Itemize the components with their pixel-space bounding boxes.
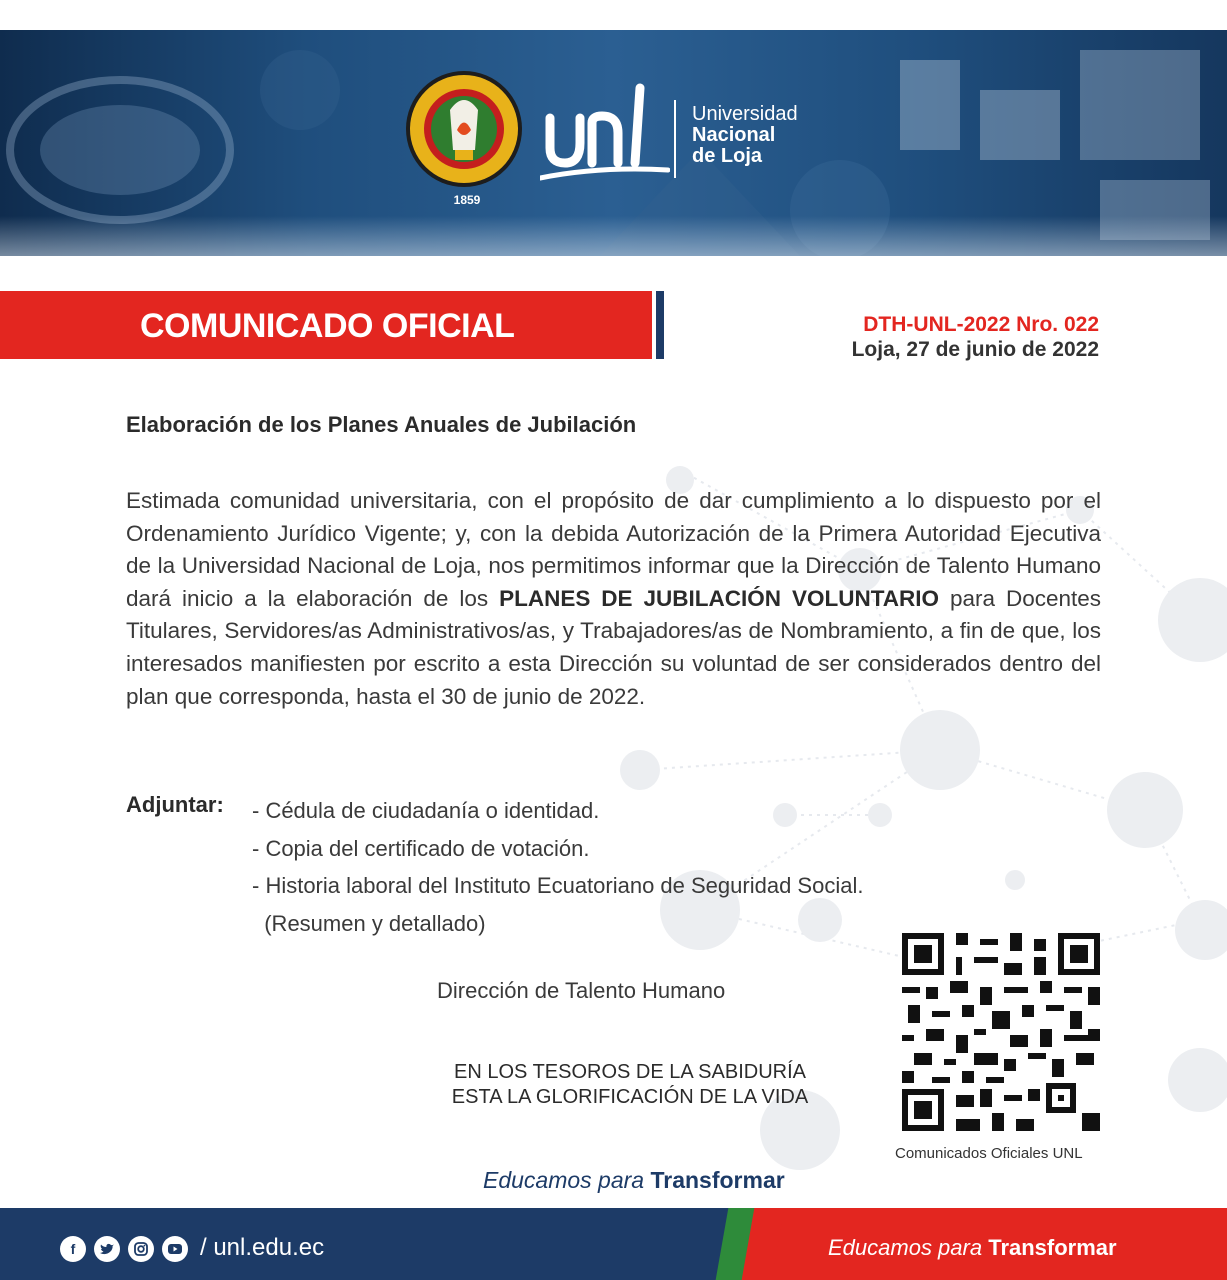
motto-line2: ESTA LA GLORIFICACIÓN DE LA VIDA [451, 1086, 809, 1108]
website-link[interactable]: / unl.edu.ec [200, 1234, 325, 1261]
social-links [60, 1236, 188, 1262]
document-title: COMUNICADO OFICIAL [140, 307, 515, 345]
attachments-list [252, 792, 863, 942]
logo-divider [674, 100, 676, 178]
university-name-line1: Universidad [692, 103, 798, 125]
attachments-label: Adjuntar: [126, 792, 224, 817]
university-seal-icon [405, 70, 523, 188]
university-name-line2: Nacional [692, 124, 776, 146]
footer-slogan [828, 1235, 1117, 1261]
slogan [483, 1167, 785, 1194]
university-name [692, 104, 798, 167]
title-accent-bar [656, 291, 664, 359]
attachment-item: - Historia laboral del Instituto Ecuatoriano de Seguridad Social. [252, 873, 864, 898]
top-margin [0, 0, 1227, 30]
document-date: Loja, 27 de junio de 2022 [851, 338, 1099, 361]
motto-line1: EN LOS TESOROS DE LA SABIDURÍA [454, 1061, 806, 1083]
qr-caption: Comunicados Oficiales UNL [895, 1145, 1083, 1162]
slogan-italic: Educamos para [483, 1167, 645, 1193]
attachment-item: (Resumen y detallado) [252, 910, 486, 936]
facebook-icon[interactable]: f [60, 1236, 86, 1262]
footer-slogan-italic: Educamos para [828, 1235, 983, 1260]
body-paragraph [126, 485, 1101, 713]
twitter-icon[interactable] [94, 1236, 120, 1262]
university-motto [420, 1060, 840, 1110]
slogan-bold: Transformar [650, 1167, 785, 1193]
university-name-line3: de Loja [692, 145, 763, 167]
qr-code-icon[interactable] [902, 933, 1100, 1131]
seal-year: 1859 [453, 193, 481, 207]
body-text-bold: PLANES DE JUBILACIÓN VOLUNTARIO [499, 585, 940, 611]
youtube-icon[interactable] [162, 1236, 188, 1262]
unl-logo-icon [540, 78, 670, 186]
instagram-icon[interactable] [128, 1236, 154, 1262]
subject-heading: Elaboración de los Planes Anuales de Jubilación [126, 412, 637, 437]
body-text-part1: Estimada comunidad universitaria, con el propósito de dar cumplimiento a lo dispuesto por el Ordenamiento Jurídico Vigente; y, con la debida Autorización de la Primera Autoridad Ejecutiva de la Universidad Nacional de Loja, nos permitimos informar que la Dirección de Talento Humano dará inicio a la elaboración de los [126, 488, 1101, 611]
department-signature: Dirección de Talento Humano [437, 978, 726, 1003]
body-text-part2: para Docentes Titulares, Servidores/as Administrativos/as, y Trabajadores/as de Nombramiento, a fin de que, los interesados manifiesten por escrito a esta Dirección su voluntad de ser considerados dentro del plan que corresponda, hasta el 30 de junio de 2022. [126, 585, 1101, 709]
document-number: DTH-UNL-2022 Nro. 022 [863, 313, 1099, 336]
footer-slogan-bold: Transformar [988, 1235, 1117, 1260]
attachment-item: - Copia del certificado de votación. [252, 835, 590, 861]
attachment-item: - Cédula de ciudadanía o identidad. [252, 798, 600, 823]
header-banner [0, 30, 1227, 256]
